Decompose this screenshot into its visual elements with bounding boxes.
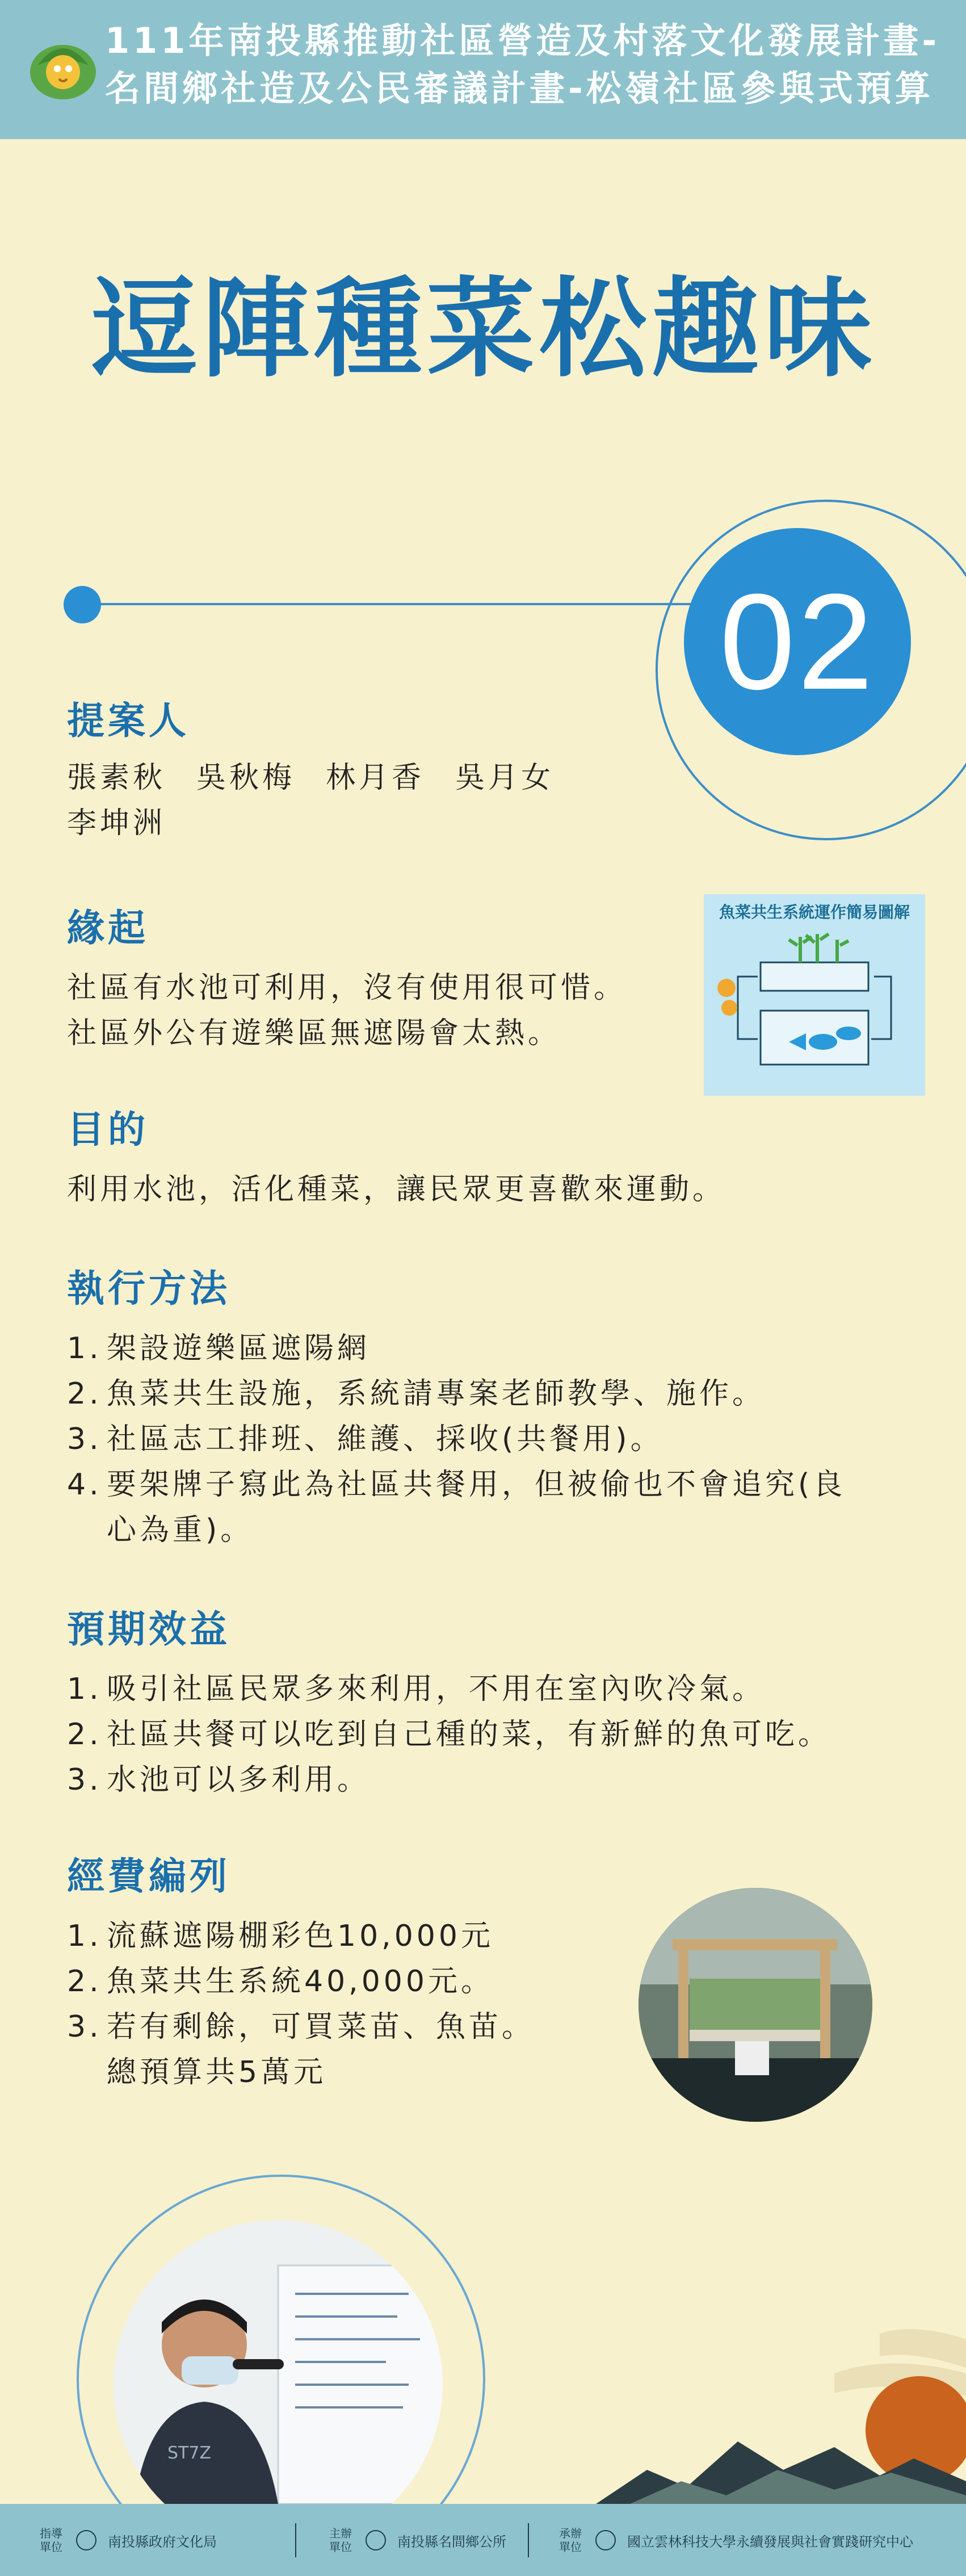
badge-connector-line xyxy=(84,603,725,605)
proposer-name: 吳秋梅 xyxy=(196,761,296,795)
footer-group-host xyxy=(329,2527,506,2554)
list-item xyxy=(67,1462,846,1507)
footer-divider xyxy=(295,2523,296,2557)
greenhouse-photo xyxy=(639,1888,872,2122)
list-item xyxy=(67,1666,831,1712)
proposers-names xyxy=(67,755,554,846)
list-text: 架設遊樂區遮陽網 xyxy=(107,1331,371,1366)
list-item xyxy=(67,1959,535,2004)
footer-role: 主辦單位 xyxy=(329,2527,352,2554)
method-heading: 執行方法 xyxy=(67,1267,230,1310)
proposers-heading: 提案人 xyxy=(67,699,190,743)
speaker-photo xyxy=(114,2220,443,2549)
origin-heading: 緣起 xyxy=(67,906,149,950)
list-number: 1. xyxy=(67,1672,102,1706)
list-item xyxy=(67,1913,535,1959)
list-text: 吸引社區民眾多來利用，不用在室內吹冷氣。 xyxy=(107,1672,766,1706)
greenhouse-photo-image xyxy=(639,1888,872,2122)
budget-total: 總預算共5萬元 xyxy=(107,2055,327,2089)
list-text: 社區共餐可以吃到自己種的菜，有新鮮的魚可吃。 xyxy=(107,1718,831,1752)
purpose-line: 利用水池，活化種菜，讓民眾更喜歡來運動。 xyxy=(67,1172,726,1207)
aquaponics-diagram-illustration xyxy=(704,923,925,1093)
footer-org: 南投縣政府文化局 xyxy=(108,2533,217,2550)
list-item xyxy=(67,1371,846,1417)
footer-group-organizer xyxy=(559,2527,913,2554)
list-number: 3. xyxy=(67,1422,102,1456)
township-office-logo-icon xyxy=(366,2530,386,2550)
proposer-name: 林月香 xyxy=(326,761,425,795)
origin-line: 社區有水池可利用，沒有使用很可惜。 xyxy=(67,971,627,1005)
footer-org: 國立雲林科技大學永續發展與社會實踐研究中心 xyxy=(627,2533,913,2550)
purpose-heading: 目的 xyxy=(67,1108,149,1151)
budget-heading: 經費編列 xyxy=(67,1854,230,1898)
list-number: 1. xyxy=(67,1331,102,1366)
footer-divider xyxy=(528,2523,529,2557)
list-text: 流蘇遮陽棚彩色10,000元 xyxy=(107,1919,494,1953)
list-text: 若有剩餘，可買菜苗、魚苗。 xyxy=(107,2010,535,2044)
list-text: 魚菜共生設施，系統請專案老師教學、施作。 xyxy=(107,1377,766,1411)
header-title-line2: 名間鄉社造及公民審議計畫-松嶺社區參與式預算 xyxy=(105,68,934,109)
list-number: 2. xyxy=(67,1965,102,1999)
page-title: 逗陣種菜松趣味 xyxy=(89,266,876,392)
list-number: 2. xyxy=(67,1377,102,1411)
header-title-line1: 111年南投縣推動社區營造及村落文化發展計畫- xyxy=(105,20,940,61)
list-number: 4. xyxy=(67,1468,102,1502)
footer-band xyxy=(0,2504,966,2576)
list-text: 要架牌子寫此為社區共餐用，但被偷也不會追究(良 xyxy=(107,1468,846,1502)
footer-role: 指導單位 xyxy=(40,2527,62,2554)
proposer-name: 張素秋 xyxy=(67,761,166,795)
aquaponics-diagram xyxy=(704,894,925,1096)
mountain-sun-decoration xyxy=(596,2299,966,2504)
list-text: 社區志工排班、維護、採收(共餐用)。 xyxy=(107,1422,663,1456)
proposer-name: 吳月女 xyxy=(455,761,555,795)
list-item xyxy=(67,1417,846,1462)
list-number: 3. xyxy=(67,1763,102,1797)
header-title xyxy=(105,17,951,112)
footer-org: 南投縣名間鄉公所 xyxy=(397,2533,506,2550)
footer-group-guide xyxy=(40,2527,217,2554)
list-text-continued: 心為重)。 xyxy=(107,1513,254,1547)
list-text: 水池可以多利用。 xyxy=(107,1763,371,1797)
list-number: 3. xyxy=(67,2010,102,2044)
badge-dot xyxy=(64,586,101,623)
speaker-photo-image xyxy=(114,2220,443,2549)
header-band xyxy=(0,0,966,139)
list-text: 魚菜共生系統40,000元。 xyxy=(107,1965,494,1999)
list-item xyxy=(67,1326,846,1371)
proposer-name: 李坤洲 xyxy=(67,806,166,840)
list-number: 1. xyxy=(67,1919,102,1953)
university-logo-icon xyxy=(595,2530,616,2550)
svg-text:ST7Z: ST7Z xyxy=(167,2443,212,2463)
purpose-text xyxy=(67,1167,725,1212)
culture-bureau-logo-icon xyxy=(76,2530,96,2550)
proposal-number-badge: 02 xyxy=(684,528,911,755)
list-item xyxy=(67,1712,831,1757)
list-item xyxy=(67,1757,831,1803)
origin-text xyxy=(67,965,627,1056)
origin-line: 社區外公有遊樂區無遮陽會太熱。 xyxy=(67,1016,561,1050)
list-item xyxy=(67,2004,535,2050)
footer-role: 承辦單位 xyxy=(559,2527,582,2554)
list-number: 2. xyxy=(67,1718,102,1752)
benefit-heading: 預期效益 xyxy=(67,1607,230,1651)
benefit-list xyxy=(67,1666,831,1803)
community-logo-icon xyxy=(26,31,100,105)
diagram-title: 魚菜共生系統運作簡易圖解 xyxy=(719,903,910,922)
budget-list xyxy=(67,1913,535,2095)
method-list xyxy=(67,1326,846,1553)
